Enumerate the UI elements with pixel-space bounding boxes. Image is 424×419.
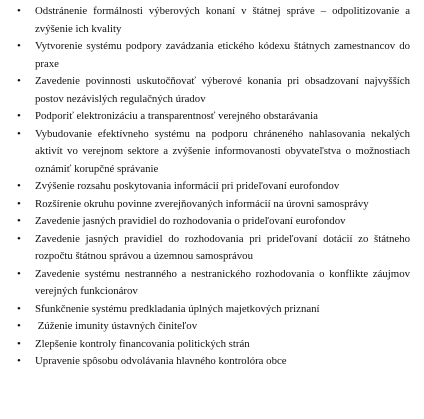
list-item-text: Zvýšenie rozsahu poskytovania informácií pri prideľovaní eurofondov [35,180,340,192]
bullet-icon: • [17,355,21,367]
bullet-icon: • [17,320,21,332]
list-item [0,38,424,73]
list-item [0,108,424,126]
list-item [0,266,424,301]
list-item-text: Odstránenie formálnosti výberových konaní v štátnej správe – odpolitizovanie a zvýšenie ich kvality [35,5,410,35]
list-item-text: Podporiť elektronizáciu a transparentnosť verejného obstarávania [35,110,318,122]
list-item [0,196,424,214]
bullet-icon: • [17,110,21,122]
list-item-text: Zavedenie jasných pravidiel do rozhodovania o prideľovaní eurofondov [35,215,346,227]
bullet-icon: • [17,232,21,245]
list-item-text: Zavedenie systému nestranného a nestranického rozhodovania o konflikte záujmov verejných funkcionárov [35,267,410,297]
list-item-text: Vybudovanie efektívneho systému na podporu chráneného nahlasovania nekalých aktivít vo verejnom sektore a zvýšenie informovanosti obyvateľstva o možnostiach oznámiť korupčné správanie [35,127,410,175]
list-item [0,126,424,179]
list-item-text: Rozšírenie okruhu povinne zverejňovaných informácií na úrovni samosprávy [35,197,369,210]
list-item [0,353,424,371]
list-item-text: Vytvorenie systému podpory zavádzania etického kódexu štátnych zamestnancov do praxe [35,40,410,70]
bullet-icon: • [17,267,21,280]
bullet-icon: • [17,302,21,315]
list-item [0,73,424,108]
list-item [0,231,424,266]
bullet-icon: • [17,40,21,52]
list-item [0,318,424,336]
bullet-icon: • [17,337,21,350]
list-item-text: Upravenie spôsobu odvolávania hlavného kontrolóra obce [35,355,287,367]
list-item [0,336,424,354]
bullet-icon: • [17,5,21,17]
document-page [0,3,424,371]
list-item-text: Zavedenie jasných pravidiel do rozhodovania pri prideľovaní dotácií zo štátneho rozpočtu štátnou správou a územnou samosprávou [35,232,410,262]
bullet-icon: • [17,75,21,87]
list-item-text: Sfunkčnenie systému predkladania úplných majetkových priznaní [35,302,320,315]
list-item-text: Zúženie imunity ústavných činiteľov [35,320,198,332]
bullet-icon: • [17,197,21,210]
list-item-text: Zlepšenie kontroly financovania politických strán [35,337,250,350]
bullet-list [0,3,424,371]
bullet-icon: • [17,180,21,192]
list-item [0,213,424,231]
bullet-icon: • [17,127,21,140]
list-item-text: Zavedenie povinnosti uskutočňovať výberové konania pri obsadzovaní najvyšších postov nezávislých regulačných úradov [35,75,410,105]
list-item [0,301,424,319]
list-item [0,3,424,38]
list-item [0,178,424,196]
bullet-icon: • [17,215,21,227]
